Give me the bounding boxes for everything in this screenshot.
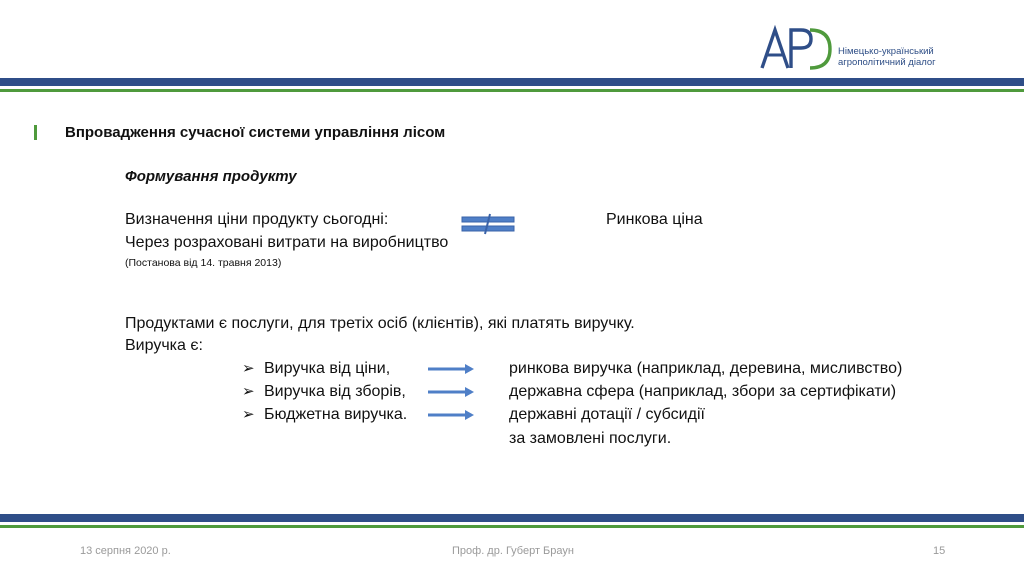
logo-caption-line1: Німецько-український: [838, 46, 934, 57]
not-equal-icon: [460, 213, 516, 235]
checkmark-arrow-icon: ➢: [242, 360, 255, 377]
right-arrow-icon: [428, 410, 474, 420]
footer-date: 13 серпня 2020 р.: [80, 545, 171, 557]
right-arrow-icon: [428, 364, 474, 374]
list-item: [242, 359, 962, 381]
header-stripe-blue: [0, 78, 1024, 86]
section-marker: [34, 125, 37, 140]
footer-author: Проф. др. Губерт Браун: [452, 545, 574, 557]
subtitle: Формування продукту: [125, 168, 297, 185]
footer-stripe-green: [0, 525, 1024, 528]
pricing-note: (Постанова від 14. травня 2013): [125, 257, 282, 269]
market-price-label: Ринкова ціна: [606, 211, 703, 228]
section-title: Впровадження сучасної системи управління лісом: [65, 124, 446, 141]
right-arrow-icon: [428, 387, 474, 397]
revenue-source: Виручка від зборів,: [264, 383, 406, 400]
list-item: [242, 382, 962, 404]
revenue-source: Бюджетна виручка.: [264, 406, 408, 423]
checkmark-arrow-icon: ➢: [242, 406, 255, 423]
revenue-description: державні дотації / субсидії: [509, 406, 705, 423]
list-item: [242, 405, 962, 427]
pricing-line-1: Визначення ціни продукту сьогодні:: [125, 211, 389, 228]
logo-caption-line2: агрополітичний діалог: [838, 57, 936, 68]
footer-stripe-blue: [0, 514, 1024, 522]
revenue-description: державна сфера (наприклад, збори за сертифікати): [509, 383, 897, 400]
pricing-line-2: Через розраховані витрати на виробництво: [125, 234, 449, 251]
revenue-label: Виручка є:: [125, 337, 203, 354]
apd-logo: [758, 24, 958, 72]
revenue-continuation: за замовлені послуги.: [509, 430, 672, 447]
header-stripe-green: [0, 89, 1024, 92]
revenue-source: Виручка від ціни,: [264, 360, 391, 377]
checkmark-arrow-icon: ➢: [242, 383, 255, 400]
page-number: 15: [933, 545, 946, 557]
logo-caption: [838, 46, 936, 68]
revenue-description: ринкова виручка (наприклад, деревина, мисливство): [509, 360, 903, 377]
apd-logo-mark: [758, 24, 836, 72]
products-intro: Продуктами є послуги, для третіх осіб (клієнтів), які платять виручку.: [125, 315, 635, 332]
